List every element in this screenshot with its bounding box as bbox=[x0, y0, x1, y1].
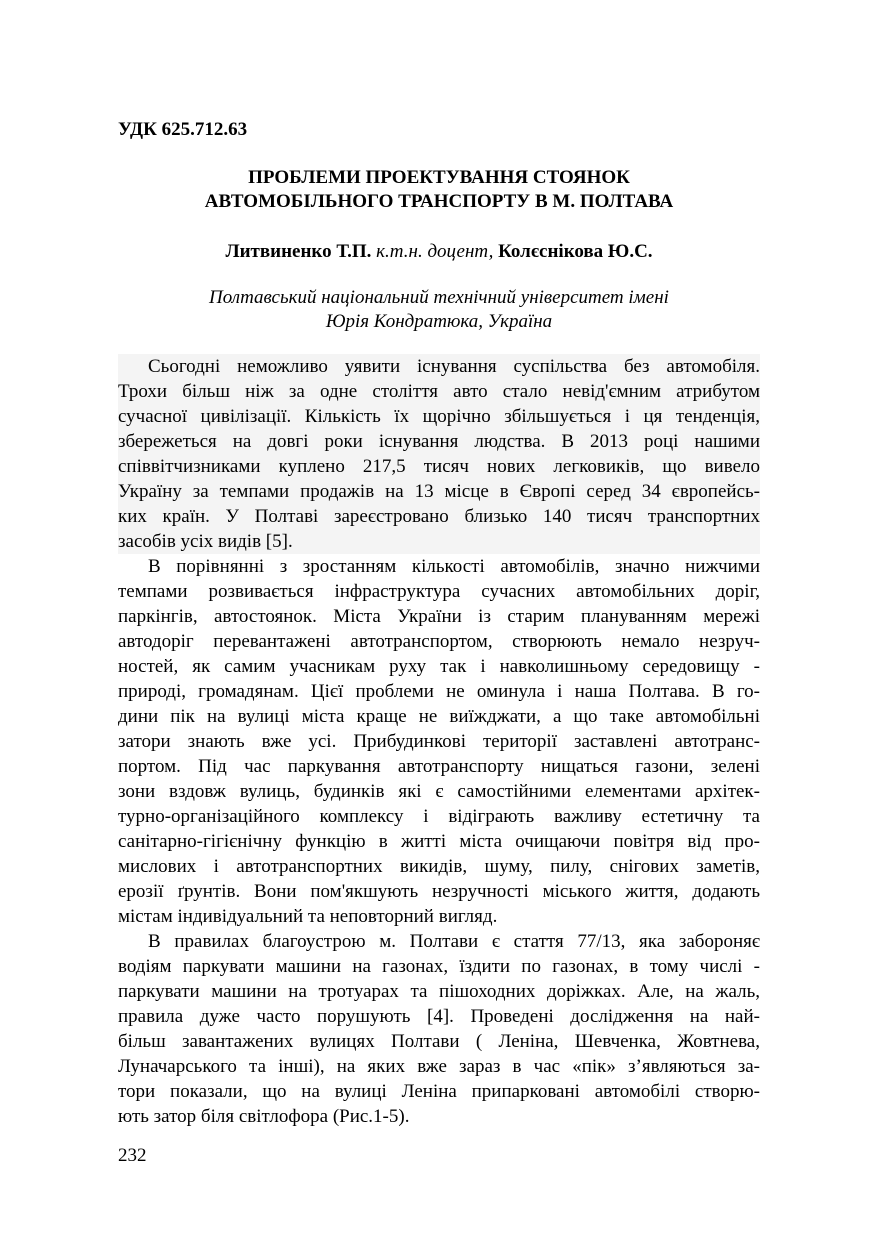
text-line: Сьогодні неможливо уявити існування суспільства без автомобіля. bbox=[148, 356, 760, 377]
text-line: містам індивідуальний та неповторний вигляд. bbox=[118, 906, 498, 927]
paragraph-1 bbox=[118, 354, 760, 554]
text-line: В правилах благоустрою м. Полтави є стаття 77/13, яка забороняє bbox=[148, 931, 760, 952]
text-line: тори показали, що на вулиці Леніна припарковані автомобілі створю- bbox=[118, 1081, 760, 1102]
text-line: В порівнянні з зростанням кількості автомобілів, значно нижчими bbox=[148, 556, 760, 577]
text-line: Луначарського та інші), на яких вже зараз в час «пік» з’являються за- bbox=[118, 1056, 760, 1077]
text-line: водіям паркувати машини на газонах, їздити по газонах, в тому числі - bbox=[118, 956, 760, 977]
affiliation bbox=[118, 286, 760, 334]
udk-code: УДК 625.712.63 bbox=[118, 119, 248, 140]
text-line: Трохи більш ніж за одне століття авто стало невід'ємним атрибутом bbox=[118, 381, 760, 402]
text-line: паркувати машини на тротуарах та пішоходних доріжках. Але, на жаль, bbox=[118, 981, 760, 1002]
text-line: дини пік на вулиці міста краще не виїжджати, а що таке автомобільні bbox=[118, 706, 760, 727]
paragraph-2 bbox=[118, 554, 760, 929]
text-line: ють затор біля світлофора (Рис.1-5). bbox=[118, 1106, 410, 1127]
title-line-1: ПРОБЛЕМИ ПРОЕКТУВАННЯ СТОЯНОК bbox=[248, 167, 630, 188]
text-line: засобів усіх видів [5]. bbox=[118, 531, 293, 552]
text-line: співвітчизниками куплено 217,5 тисяч нових легковиків, що вивело bbox=[118, 456, 760, 477]
paragraph-3 bbox=[118, 929, 760, 1129]
text-line: збережеться на довгі роки існування людства. В 2013 році нашими bbox=[118, 431, 760, 452]
affiliation-line-2: Юрія Кондратюка, Україна bbox=[325, 311, 553, 332]
authors bbox=[118, 240, 760, 264]
text-line: правила дуже часто порушують [4]. Проведені дослідження на най- bbox=[118, 1006, 760, 1027]
author-2-name: Колєснікова Ю.С. bbox=[498, 241, 653, 262]
text-line: ерозії ґрунтів. Вони пом'якшують незручності міського життя, додають bbox=[118, 881, 760, 902]
author-1-name: Литвиненко Т.П. bbox=[225, 241, 372, 262]
text-line: мислових і автотранспортних викидів, шуму, пилу, снігових заметів, bbox=[118, 856, 760, 877]
page-number: 232 bbox=[118, 1145, 147, 1166]
text-line: сучасної цивілізації. Кількість їх щорічно збільшується і ця тенденція, bbox=[118, 406, 760, 427]
text-line: більш завантажених вулицях Полтави ( Леніна, Шевченка, Жовтнева, bbox=[118, 1031, 760, 1052]
text-line: темпами розвивається інфраструктура сучасних автомобільних доріг, bbox=[118, 581, 760, 602]
text-line: паркінгів, автостоянок. Міста України із старим плануванням мережі bbox=[118, 606, 760, 627]
title-line-2: АВТОМОБІЛЬНОГО ТРАНСПОРТУ В М. ПОЛТАВА bbox=[204, 191, 674, 212]
text-line: Україну за темпами продажів на 13 місце в Європі серед 34 європейсь- bbox=[118, 481, 760, 502]
page bbox=[118, 0, 760, 1240]
text-line: санітарно-гігієнічну функцію в житті міста очищаючи повітря від про- bbox=[118, 831, 760, 852]
text-line: зони вздовж вулиць, будинків які є самостійними елементами архітек- bbox=[118, 781, 760, 802]
text-line: затори знають вже усі. Прибудинкові території заставлені автотранс- bbox=[118, 731, 760, 752]
text-line: портом. Під час паркування автотранспорту нищаться газони, зелені bbox=[118, 756, 760, 777]
text-line: автодоріг перевантажені автотранспортом, створюють немало незруч- bbox=[118, 631, 760, 652]
text-line: ких країн. У Полтаві зареєстровано близько 140 тисяч транспортних bbox=[118, 506, 760, 527]
body-text bbox=[118, 354, 760, 1129]
affiliation-line-1: Полтавський національний технічний університет імені bbox=[209, 287, 669, 308]
text-line: турно-організаційного комплексу і відіграють важливу естетичну та bbox=[118, 806, 760, 827]
author-1-role: к.т.н. доцент, bbox=[376, 241, 494, 262]
text-line: природі, громадянам. Цієї проблеми не оминула і наша Полтава. В го- bbox=[118, 681, 760, 702]
paper-title bbox=[118, 166, 760, 214]
text-line: ностей, як самим учасникам руху так і навколишньому середовищу - bbox=[118, 656, 760, 677]
